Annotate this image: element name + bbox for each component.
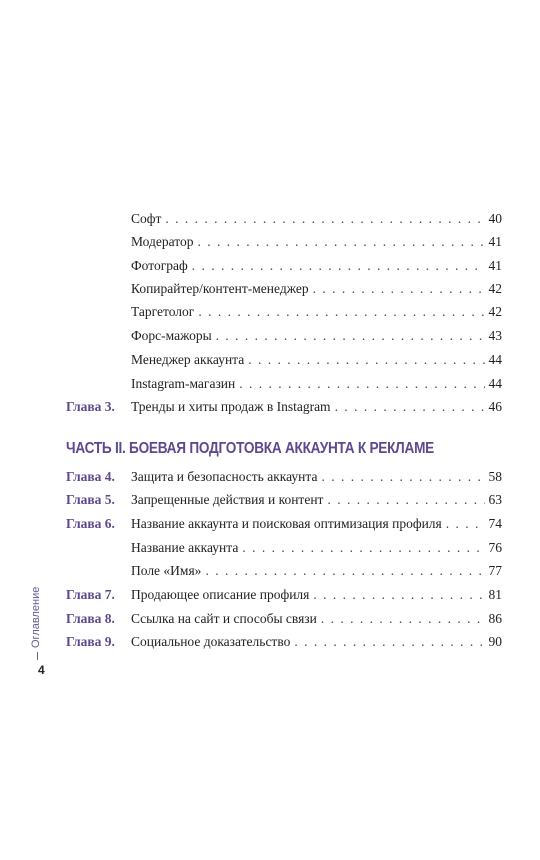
toc-row bbox=[0, 374, 540, 394]
toc-row bbox=[0, 561, 540, 581]
toc-leader-dots bbox=[294, 632, 484, 652]
toc-entry bbox=[131, 374, 502, 394]
toc-leader-dots bbox=[313, 585, 484, 605]
toc-entry bbox=[131, 561, 502, 581]
toc-leader-dots bbox=[321, 467, 484, 487]
toc-title: Копирайтер/контент-менеджер bbox=[131, 281, 309, 296]
page-number: 4 bbox=[38, 663, 45, 677]
toc-row bbox=[0, 490, 540, 510]
toc-leader-dots bbox=[216, 326, 485, 346]
toc-row bbox=[0, 397, 540, 417]
toc-entry bbox=[131, 279, 502, 299]
toc-row bbox=[0, 350, 540, 370]
toc-entry bbox=[131, 632, 502, 652]
toc-entry bbox=[131, 232, 502, 252]
toc-title: Название аккаунта bbox=[131, 540, 239, 555]
toc-title: Тренды и хиты продаж в Instagram bbox=[131, 399, 331, 414]
toc-entry bbox=[131, 609, 502, 629]
toc-leader-dots bbox=[327, 490, 484, 510]
toc-title: Запрещенные действия и контент bbox=[131, 492, 324, 507]
toc-row bbox=[0, 302, 540, 322]
toc-title: Менеджер аккаунта bbox=[131, 352, 245, 367]
toc-leader-dots bbox=[205, 561, 484, 581]
toc-row bbox=[0, 514, 540, 534]
toc-title: Социальное доказательство bbox=[131, 634, 291, 649]
toc-row bbox=[0, 256, 540, 276]
running-head-text: Оглавление bbox=[30, 586, 42, 648]
toc-page-number: 77 bbox=[488, 563, 502, 578]
toc-page-number: 58 bbox=[488, 469, 502, 484]
toc-row bbox=[0, 632, 540, 652]
toc-entry bbox=[131, 302, 502, 322]
toc-page-number: 44 bbox=[488, 376, 502, 391]
toc-chapter-label: Глава 9. bbox=[66, 634, 115, 649]
toc-page-number: 76 bbox=[488, 540, 502, 555]
toc-row bbox=[0, 326, 540, 346]
toc-entry bbox=[131, 256, 502, 276]
toc-leader-dots bbox=[321, 609, 485, 629]
toc-row bbox=[0, 538, 540, 558]
toc-entry bbox=[131, 350, 502, 370]
toc-leader-dots bbox=[198, 232, 485, 252]
toc-entry bbox=[131, 326, 502, 346]
toc-row bbox=[0, 585, 540, 605]
toc-leader-dots bbox=[192, 256, 485, 276]
toc-row bbox=[0, 232, 540, 252]
toc-page-number: 44 bbox=[488, 352, 502, 367]
toc-leader-dots bbox=[242, 538, 484, 558]
toc-page-number: 90 bbox=[488, 634, 502, 649]
toc-title: Продающее описание профиля bbox=[131, 587, 310, 602]
toc-title: Поле «Имя» bbox=[131, 563, 202, 578]
running-head-side bbox=[30, 586, 44, 650]
toc-chapter-label: Глава 3. bbox=[66, 399, 115, 414]
toc-leader-dots bbox=[239, 374, 484, 394]
toc-title: Instagram-магазин bbox=[131, 376, 236, 391]
toc-title: Форс-мажоры bbox=[131, 328, 212, 343]
toc-chapter-label: Глава 4. bbox=[66, 469, 115, 484]
toc-entry bbox=[131, 585, 502, 605]
toc-page-number: 43 bbox=[488, 328, 502, 343]
toc-title: Фотограф bbox=[131, 258, 188, 273]
toc-entry bbox=[131, 514, 502, 534]
toc-page-number: 81 bbox=[488, 587, 502, 602]
toc-leader-dots bbox=[165, 209, 484, 229]
toc-chapter-label: Глава 7. bbox=[66, 587, 115, 602]
toc-leader-dots bbox=[248, 350, 484, 370]
toc-chapter-label: Глава 6. bbox=[66, 516, 115, 531]
toc-leader-dots bbox=[335, 397, 485, 417]
toc-row bbox=[0, 467, 540, 487]
part-heading: ЧАСТЬ II. БОЕВАЯ ПОДГОТОВКА АККАУНТА К РЕКЛАМЕ bbox=[66, 440, 435, 457]
toc-page-number: 41 bbox=[488, 258, 502, 273]
toc-entry bbox=[131, 538, 502, 558]
toc-entry bbox=[131, 490, 502, 510]
toc-title: Софт bbox=[131, 211, 162, 226]
toc-entry bbox=[131, 209, 502, 229]
toc-entry bbox=[131, 397, 502, 417]
toc-leader-dots bbox=[313, 279, 485, 299]
toc-title: Модератор bbox=[131, 234, 194, 249]
toc-title: Название аккаунта и поисковая оптимизация профиля bbox=[131, 516, 442, 531]
toc-page-number: 74 bbox=[488, 516, 502, 531]
toc-entry bbox=[131, 467, 502, 487]
toc-page-number: 46 bbox=[488, 399, 502, 414]
toc-chapter-label: Глава 8. bbox=[66, 611, 115, 626]
toc-page-number: 42 bbox=[488, 281, 502, 296]
toc-title: Защита и безопасность аккаунта bbox=[131, 469, 318, 484]
toc-page-number: 86 bbox=[488, 611, 502, 626]
toc-leader-dots bbox=[446, 514, 485, 534]
toc-leader-dots bbox=[198, 302, 484, 322]
toc-chapter-label: Глава 5. bbox=[66, 492, 115, 507]
toc-row bbox=[0, 279, 540, 299]
toc-title: Ссылка на сайт и способы связи bbox=[131, 611, 317, 626]
toc-row bbox=[0, 609, 540, 629]
toc-row bbox=[0, 209, 540, 229]
toc-page-number: 42 bbox=[488, 304, 502, 319]
running-head-divider bbox=[37, 652, 38, 660]
toc-page-number: 40 bbox=[488, 211, 502, 226]
toc-page-number: 41 bbox=[488, 234, 502, 249]
toc-title: Таргетолог bbox=[131, 304, 195, 319]
toc-page-number: 63 bbox=[488, 492, 502, 507]
